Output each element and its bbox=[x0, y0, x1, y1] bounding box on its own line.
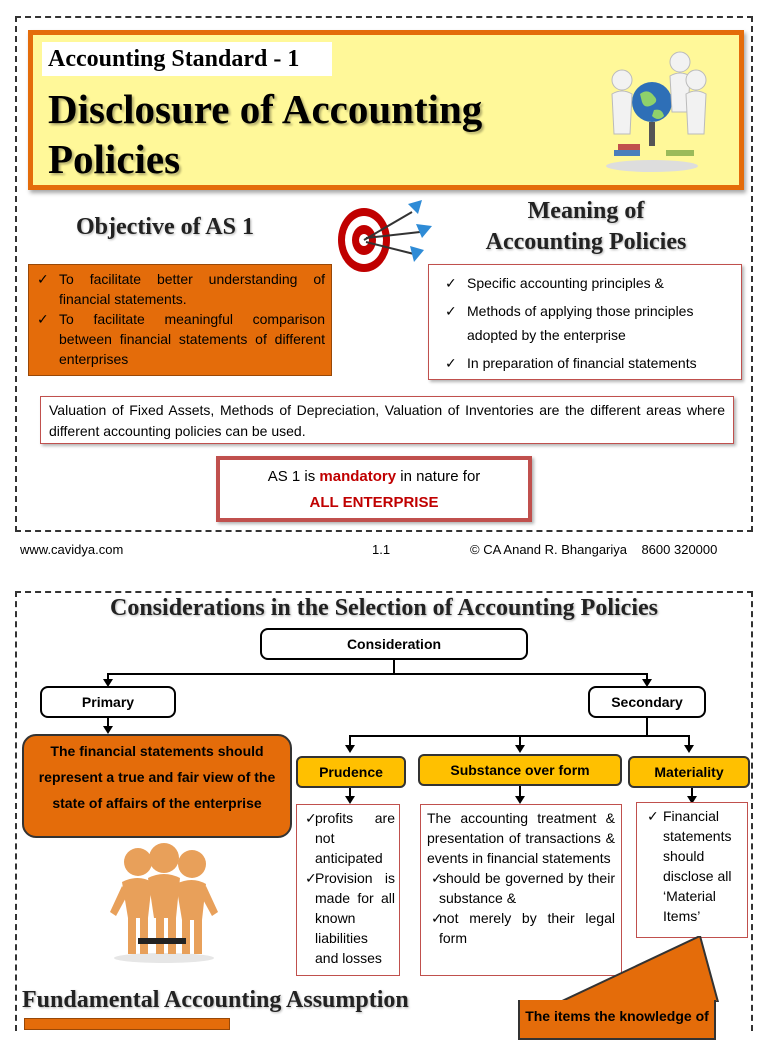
arrow bbox=[345, 796, 355, 804]
meaning-box bbox=[428, 264, 742, 380]
connector bbox=[519, 735, 521, 745]
footer-page-number: 1.1 bbox=[372, 542, 391, 557]
footer-copyright: © CA Anand R. Bhangariya 8600 320000 bbox=[470, 542, 718, 557]
objective-item: ✓ To facilitate better understanding of financial statements. bbox=[33, 269, 325, 309]
objective-heading: Objective of AS 1 bbox=[76, 214, 254, 240]
page-title-line2: Policies bbox=[48, 136, 181, 182]
primary-description: The financial statements should represent a true and fair view of the state of affairs of the enterprise bbox=[22, 734, 292, 838]
mandatory-box bbox=[216, 456, 532, 522]
connector bbox=[688, 735, 690, 745]
prudence-item: ✓ profits are not anticipated bbox=[301, 808, 395, 868]
arrow bbox=[515, 745, 525, 753]
arrow bbox=[103, 726, 113, 734]
mandatory-line2: ALL ENTERPRISE bbox=[309, 494, 439, 511]
materiality-item: ✓ Financial statements should disclose all ‘Material Items’ bbox=[643, 806, 741, 926]
meaning-heading-line2: Accounting Policies bbox=[485, 229, 687, 255]
callout-box: The items the knowledge of bbox=[518, 1000, 716, 1040]
objective-item: ✓ To facilitate meaningful comparison between financial statements of different enterprises bbox=[33, 309, 325, 369]
secondary-box: Secondary bbox=[588, 686, 706, 718]
objective-box bbox=[28, 264, 332, 376]
substance-item: ✓ should be governed by their substance & bbox=[427, 868, 615, 908]
mandatory-word: mandatory bbox=[319, 468, 397, 485]
primary-box: Primary bbox=[40, 686, 176, 718]
meaning-item: ✓ Methods of applying those principles adopted by the enterprise bbox=[441, 299, 733, 347]
meaning-heading-line1: Meaning of bbox=[527, 198, 645, 224]
consideration-box: Consideration bbox=[260, 628, 528, 660]
callout-pointer bbox=[560, 936, 720, 1002]
connector bbox=[519, 786, 521, 796]
footer-website: www.cavidya.com bbox=[20, 542, 124, 557]
fundamental-heading: Fundamental Accounting Assumption bbox=[22, 987, 409, 1013]
slide2-title: Considerations in the Selection of Accounting Policies bbox=[110, 595, 658, 621]
meaning-item: ✓ Specific accounting principles & bbox=[441, 271, 733, 295]
connector bbox=[107, 673, 648, 675]
arrow bbox=[684, 745, 694, 753]
connector bbox=[107, 718, 109, 726]
team-globe-illustration bbox=[588, 46, 716, 174]
fundamental-box-edge bbox=[24, 1018, 230, 1030]
connector bbox=[393, 660, 395, 674]
substance-intro: The accounting treatment & presentation of transactions & events in financial statements bbox=[427, 810, 615, 866]
prudence-description bbox=[296, 804, 400, 976]
team-figures-illustration bbox=[102, 842, 226, 964]
connector bbox=[349, 735, 351, 745]
arrow bbox=[515, 796, 525, 804]
standard-subtitle: Accounting Standard - 1 bbox=[42, 42, 332, 76]
connector bbox=[691, 788, 693, 796]
arrow bbox=[345, 745, 355, 753]
prudence-item: ✓ Provision is made for all known liabilities and losses bbox=[301, 868, 395, 968]
prudence-box: Prudence bbox=[296, 756, 406, 788]
connector bbox=[646, 718, 648, 736]
materiality-box: Materiality bbox=[628, 756, 750, 788]
valuation-box: Valuation of Fixed Assets, Methods of Depreciation, Valuation of Inventories are the different areas where different accounting policies can be used. bbox=[40, 396, 734, 444]
mandatory-line1: AS 1 is mandatory in nature for bbox=[267, 468, 481, 485]
target-dartboard-icon bbox=[330, 196, 434, 280]
substance-over-form-box: Substance over form bbox=[418, 754, 622, 786]
meaning-item: ✓ In preparation of financial statements bbox=[441, 351, 733, 375]
page-title-line1: Disclosure of Accounting bbox=[48, 86, 483, 132]
materiality-description bbox=[636, 802, 748, 938]
connector bbox=[349, 788, 351, 796]
substance-item: ✓ not merely by their legal form bbox=[427, 908, 615, 948]
